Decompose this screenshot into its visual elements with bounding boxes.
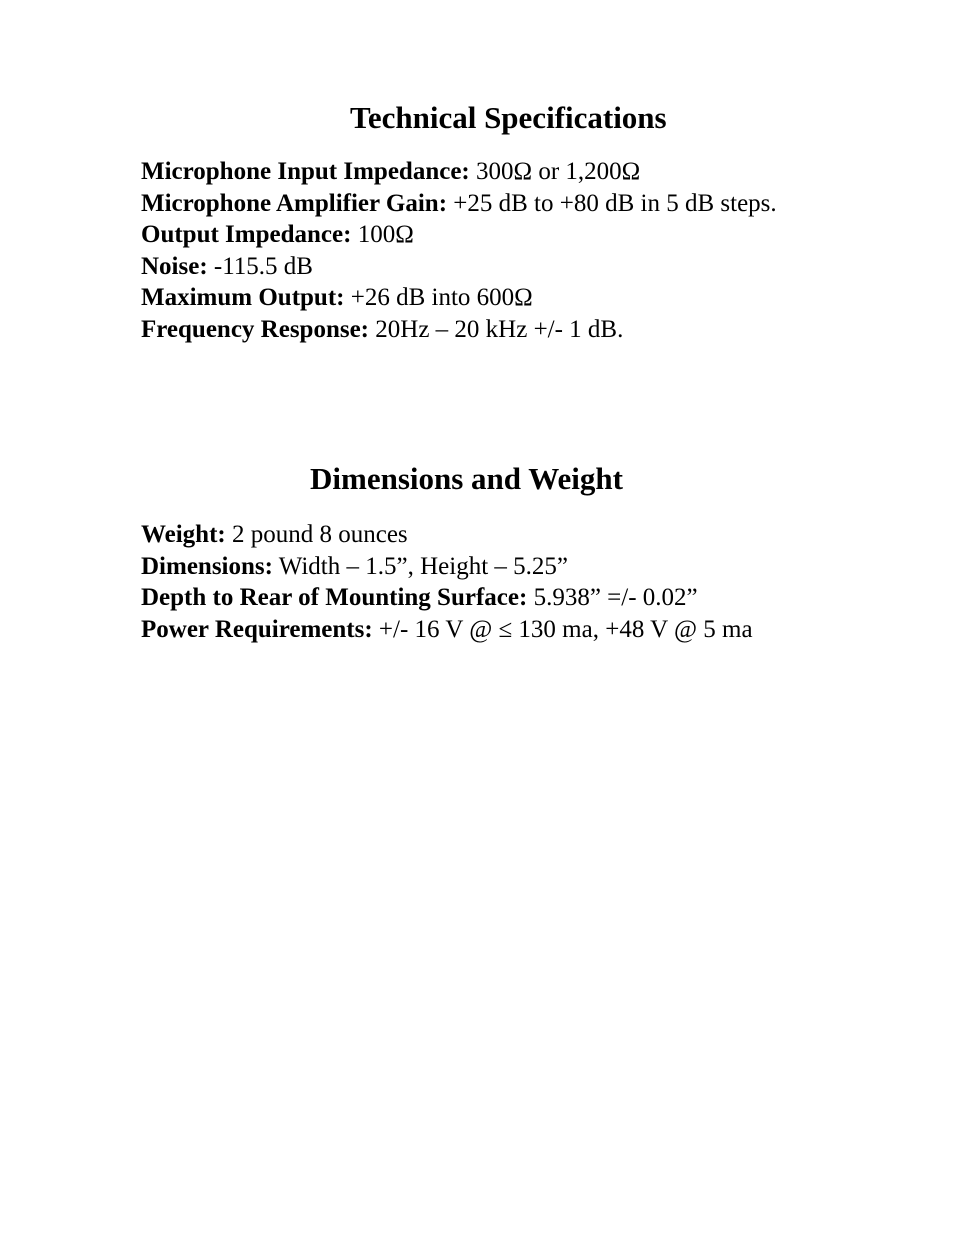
dimensions-and-weight-section xyxy=(141,461,901,645)
spec-value: 5.938” =/- 0.02” xyxy=(527,584,698,611)
spec-value: 20Hz – 20 kHz +/- 1 dB. xyxy=(369,315,624,343)
spec-label: Output Impedance: xyxy=(141,221,352,248)
spec-label: Microphone Input Impedance: xyxy=(141,158,470,185)
spec-label: Power Requirements: xyxy=(141,615,373,643)
technical-specifications-section xyxy=(141,100,901,345)
spec-row-dimensions xyxy=(141,551,901,583)
spec-value: +25 dB to +80 dB in 5 dB steps. xyxy=(447,189,777,217)
spec-label: Dimensions: xyxy=(141,552,273,580)
spec-row-output-impedance xyxy=(141,219,901,251)
spec-label: Maximum Output: xyxy=(141,284,345,311)
spec-row-maximum-output xyxy=(141,282,901,314)
technical-spec-list xyxy=(141,156,901,345)
spec-label: Weight: xyxy=(141,521,226,548)
spec-value: 300Ω or 1,200Ω xyxy=(469,158,641,185)
dimensions-spec-list xyxy=(141,519,901,645)
spec-value: -115.5 dB xyxy=(207,252,313,280)
spec-value: +26 dB into 600Ω xyxy=(344,284,533,311)
technical-specifications-heading: Technical Specifications xyxy=(350,100,667,135)
dimensions-and-weight-heading: Dimensions and Weight xyxy=(310,461,623,496)
spec-value: Width – 1.5”, Height – 5.25” xyxy=(272,552,568,580)
spec-row-mic-input-impedance xyxy=(141,156,901,188)
spec-label: Depth to Rear of Mounting Surface: xyxy=(141,584,528,611)
spec-row-power-requirements xyxy=(141,614,901,646)
spec-row-mic-amplifier-gain xyxy=(141,188,901,220)
spec-value: 100Ω xyxy=(351,221,414,248)
spec-label: Microphone Amplifier Gain: xyxy=(141,189,448,217)
spec-label: Frequency Response: xyxy=(141,315,370,343)
spec-value: +/- 16 V @ ≤ 130 ma, +48 V @ 5 ma xyxy=(372,615,753,643)
spec-row-weight xyxy=(141,519,901,551)
spec-row-noise xyxy=(141,251,901,283)
spec-row-frequency-response xyxy=(141,314,901,346)
spec-label: Noise: xyxy=(141,252,208,280)
spec-row-depth xyxy=(141,582,901,614)
spec-value: 2 pound 8 ounces xyxy=(225,521,408,548)
